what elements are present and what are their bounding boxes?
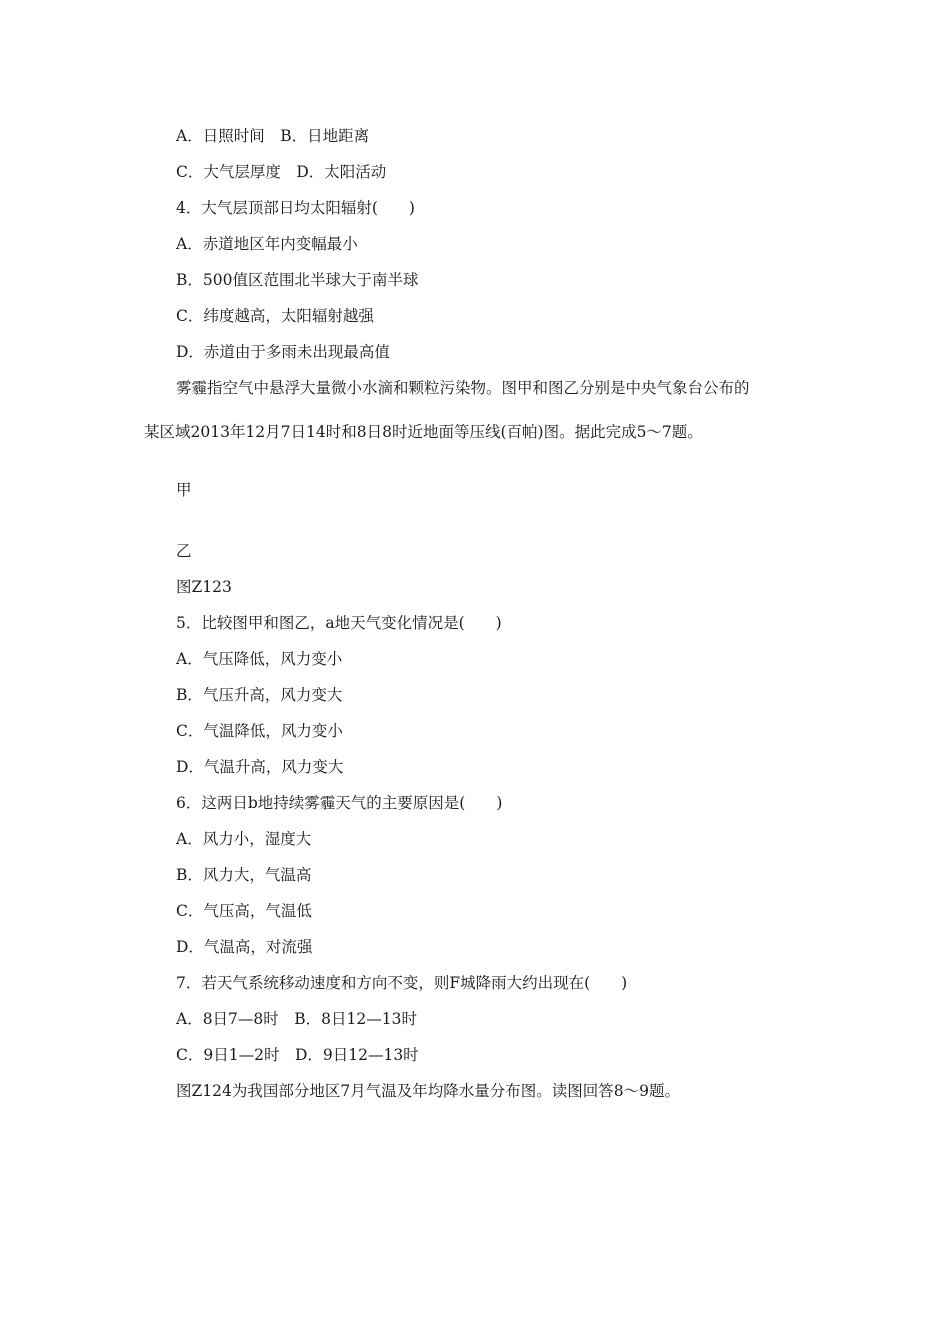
intro-paragraph-line-1: 雾霾指空气中悬浮大量微小水滴和颗粒污染物。图甲和图乙分别是中央气象台公布的 [176, 379, 750, 397]
q7-options-cd: C．9日1—2时 D．9日12—13时 [176, 1046, 419, 1064]
q7-stem: 7．若天气系统移动速度和方向不变，则F城降雨大约出现在( ) [176, 974, 628, 992]
q4-option-b: B．500值区范围北半球大于南半球 [176, 271, 419, 289]
q5-option-a: A．气压降低，风力变小 [176, 650, 343, 668]
q5-option-c: C．气温降低，风力变小 [176, 722, 343, 740]
q3-options-cd: C．大气层厚度 D．太阳活动 [176, 163, 387, 181]
q7-options-ab: A．8日7—8时 B．8日12—13时 [176, 1010, 417, 1028]
q5-option-d: D．气温升高，风力变大 [176, 758, 344, 776]
q4-option-c: C．纬度越高，太阳辐射越强 [176, 307, 374, 325]
q3-options-ab: A．日照时间 B．日地距离 [176, 127, 370, 145]
q4-option-d: D．赤道由于多雨未出现最高值 [176, 343, 390, 361]
q4-option-a: A．赤道地区年内变幅最小 [176, 235, 358, 253]
q8-intro: 图Z124为我国部分地区7月气温及年均降水量分布图。读图回答8～9题。 [176, 1082, 680, 1100]
figure-label-jia: 甲 [176, 481, 192, 499]
q4-stem: 4．大气层顶部日均太阳辐射( ) [176, 199, 415, 217]
q6-stem: 6．这两日b地持续雾霾天气的主要原因是( ) [176, 794, 503, 812]
q6-option-d: D．气温高，对流强 [176, 938, 313, 956]
q5-stem: 5．比较图甲和图乙，a地天气变化情况是( ) [176, 614, 502, 632]
intro-paragraph-line-2: 某区域2013年12月7日14时和8日8时近地面等压线(百帕)图。据此完成5～7题。 [144, 423, 703, 441]
q6-option-b: B．风力大，气温高 [176, 866, 312, 884]
q5-option-b: B．气压升高，风力变大 [176, 686, 343, 704]
q6-option-a: A．风力小，湿度大 [176, 830, 312, 848]
q6-option-c: C．气压高，气温低 [176, 902, 312, 920]
figure-caption: 图Z123 [176, 578, 232, 596]
figure-label-yi: 乙 [176, 542, 192, 560]
